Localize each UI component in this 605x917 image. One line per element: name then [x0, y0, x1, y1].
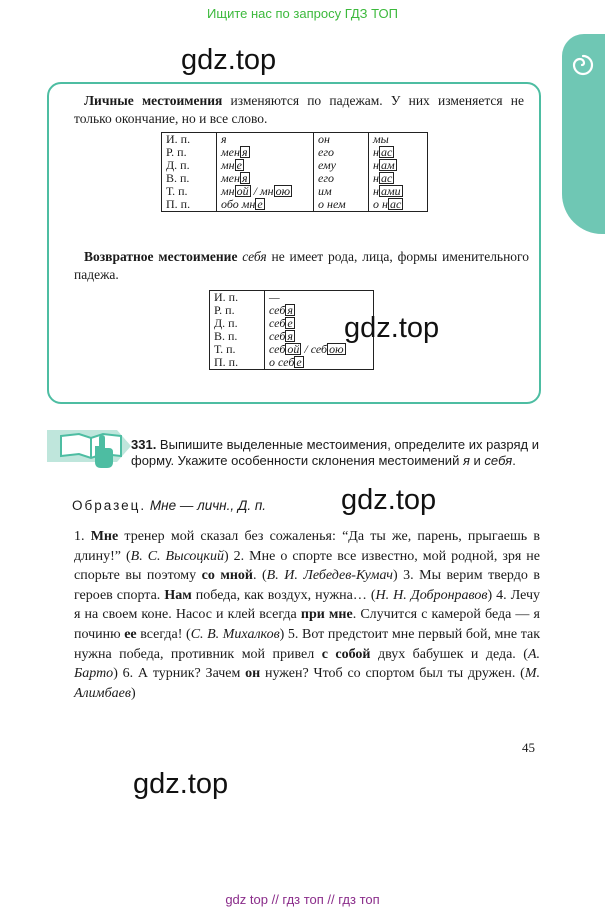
pronoun-cell: ему	[314, 159, 369, 172]
author-name: В. И. Лебедев-Кумач	[266, 568, 393, 584]
ending-box: е	[257, 197, 263, 211]
highlighted-pronoun: Мне	[90, 529, 119, 544]
pronoun-cell: им	[314, 185, 369, 198]
ending-box: ас	[380, 145, 393, 159]
rule-term-reflexive: Возвратное местоимение	[84, 249, 238, 264]
rule-paragraph-1	[74, 92, 524, 128]
rule-text-2: не имеет рода, лица, формы именительного падежа.	[74, 249, 530, 282]
highlighted-pronoun: со мной	[201, 568, 253, 584]
watermark: gdz.top	[133, 768, 229, 800]
body-text-segment: )	[130, 685, 136, 701]
body-text-segment: нужен? Чтоб со спортом был ты дружен. (	[260, 666, 525, 682]
exercise-instruction: Выпишите выделенные местоимения, определите их разряд и форму. Укажите особенности склонения местоимений	[131, 437, 539, 468]
pronoun-stem: о н	[373, 197, 388, 211]
body-text-segment: ) 2. Мне о спорте все известно, мой родной, зря не спорьте вы поэтому	[74, 548, 541, 584]
highlighted-pronoun: ее	[124, 626, 137, 642]
rule-text-1: изменяются по падежам. У них изменяется не только окончание, но и все слово.	[74, 93, 524, 126]
ending-box: я	[287, 303, 293, 317]
ending-box: ас	[380, 171, 393, 185]
ending-box: ою	[329, 342, 344, 356]
table-row	[210, 356, 374, 370]
highlighted-pronoun: при мне	[300, 607, 353, 623]
ending-box: е	[236, 158, 242, 172]
case-label: П. п.	[162, 198, 217, 212]
body-text-segment: ) 5. Вот предстоит мне первый бой, мне так нужна победа, противник мой привел	[74, 626, 540, 662]
author-name: В. С. Высоцкий	[130, 548, 224, 564]
pronoun-cell: его	[314, 172, 369, 185]
body-text-segment: победа, как воздух, нужна… (	[191, 587, 376, 603]
case-label: И. п.	[162, 133, 217, 147]
case-label: Р. п.	[210, 304, 265, 317]
watermark: gdz.top	[341, 484, 437, 516]
pronoun-stem: мы	[373, 132, 389, 146]
table-row	[162, 198, 428, 212]
highlighted-pronoun: с собой	[321, 646, 371, 662]
ending-box: ой	[236, 184, 249, 198]
pronoun-stem: мен	[221, 145, 240, 159]
pronoun-stem: себ	[269, 342, 286, 356]
pronoun-cell: о нем	[314, 198, 369, 212]
swirl-icon	[570, 52, 596, 78]
pronoun-stem: н	[373, 184, 379, 198]
case-label: Т. п.	[162, 185, 217, 198]
exercise-number: 331.	[131, 437, 157, 452]
case-label: Т. п.	[210, 343, 265, 356]
pronoun-stem: о себ	[269, 355, 295, 369]
ending-box: я	[241, 145, 248, 159]
ending-box: е	[296, 355, 302, 369]
exercise-body-text	[74, 527, 540, 703]
pronoun-cell	[265, 356, 374, 370]
pronoun-stem: мн	[221, 184, 235, 198]
ending-box: ами	[380, 184, 401, 198]
body-text-segment: 1.	[74, 529, 91, 544]
ending-box: я	[241, 171, 248, 185]
case-label: В. п.	[210, 330, 265, 343]
pronoun-stem: себ	[269, 329, 286, 343]
case-label: Д. п.	[210, 317, 265, 330]
pronoun-stem: н	[373, 171, 379, 185]
sample-line	[72, 498, 266, 513]
pronoun-stem: мн	[221, 158, 235, 172]
rule-paragraph-2	[74, 248, 529, 284]
bottom-banner: gdz top // гдз топ // гдз топ	[225, 892, 380, 907]
rule-term-personal: Личные местоимения	[84, 93, 223, 108]
highlighted-pronoun: Нам	[164, 587, 192, 603]
body-text-segment: двух бабушек и деда. (	[370, 646, 528, 662]
body-text-segment: всегда! (	[136, 626, 191, 642]
case-label: П. п.	[210, 356, 265, 370]
body-text-segment: ) 4. Лечу я на своем коне. Насос и клей всегда	[74, 587, 541, 623]
ending-box: е	[287, 316, 293, 330]
author-name: Н. Н. Добронравов	[375, 587, 488, 603]
pronoun-stem: себ	[269, 303, 286, 317]
pronoun-stem: н	[373, 145, 379, 159]
case-label: В. п.	[162, 172, 217, 185]
pronoun-cell	[369, 198, 428, 212]
sample-label: Образец.	[72, 498, 147, 513]
page-number: 45	[522, 740, 535, 755]
body-text-segment: . Случится с камерой беда — я починю	[74, 607, 540, 642]
table-row	[162, 133, 428, 147]
rule-word-sebya: себя	[242, 249, 267, 264]
personal-pronoun-table	[161, 132, 428, 212]
pronoun-cell	[265, 291, 374, 305]
pronoun-stem: себ	[269, 316, 286, 330]
book-hand-icon	[47, 424, 137, 468]
exercise-dot: .	[512, 453, 516, 468]
case-label: Р. п.	[162, 146, 217, 159]
author-name: А. Барто	[74, 646, 540, 682]
exercise-and: и	[469, 453, 485, 468]
case-label: И. п.	[210, 291, 265, 305]
exercise-word-ya: я	[462, 453, 470, 468]
ending-box: ой	[287, 342, 300, 356]
ending-box: ас	[389, 197, 402, 211]
highlighted-pronoun: он	[245, 666, 261, 682]
case-label: Д. п.	[162, 159, 217, 172]
pronoun-stem: я	[221, 132, 227, 146]
pronoun-stem: н	[373, 158, 379, 172]
exercise-text	[131, 437, 543, 469]
sample-text: Мне — личн., Д. п.	[146, 498, 267, 513]
ending-box: ою	[275, 184, 291, 198]
body-text-segment: ) 3. Мы верим твердо в героев спорта.	[74, 568, 540, 603]
ending-box: ам	[380, 158, 395, 172]
pronoun-stem: / себ	[301, 342, 328, 356]
body-text-segment: . (	[253, 568, 267, 584]
author-name: С. В. Михалков	[190, 626, 280, 642]
table-row	[210, 291, 374, 305]
pronoun-cell	[217, 198, 314, 212]
watermark: gdz.top	[181, 44, 277, 76]
pronoun-cell	[217, 133, 314, 147]
body-text-segment: ) 6. А турник? Зачем	[113, 666, 246, 682]
pronoun-cell	[369, 133, 428, 147]
body-text-segment: тренер мой сказал без сожаленья: “Да ты же, парень, прыгаешь в длину!” (	[74, 529, 540, 564]
pronoun-stem: —	[269, 290, 280, 304]
top-banner: Ищите нас по запросу ГДЗ ТОП	[207, 6, 398, 21]
pronoun-stem: обо мн	[221, 197, 256, 211]
ending-box: я	[287, 329, 293, 343]
pronoun-stem: мен	[221, 171, 240, 185]
pronoun-stem: / мн	[250, 184, 274, 198]
exercise-word-sebya: себя	[484, 453, 513, 468]
pronoun-cell: он	[314, 133, 369, 147]
watermark: gdz.top	[344, 312, 440, 344]
author-name: М. Алимбаев	[74, 666, 540, 701]
pronoun-cell: его	[314, 146, 369, 159]
